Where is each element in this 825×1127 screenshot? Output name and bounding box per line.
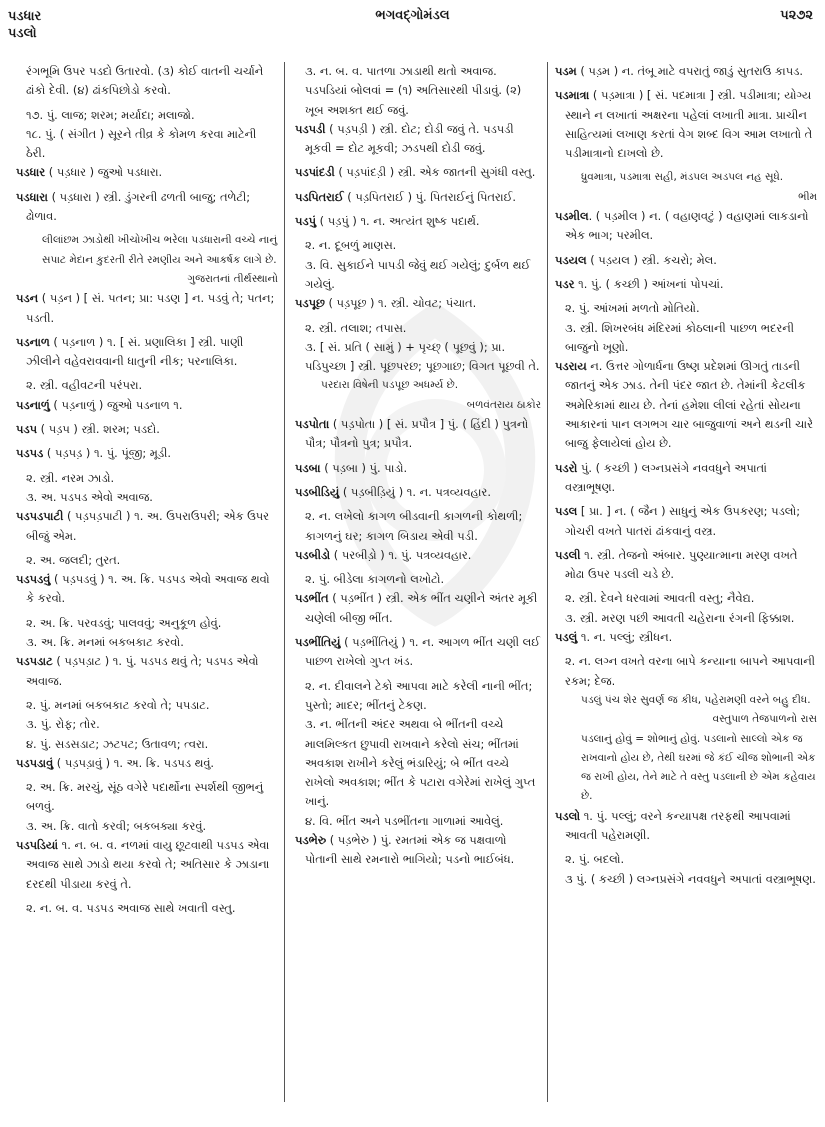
entry-definition: ( પડ઼બા ) પું. પાડો. [320, 460, 408, 475]
quotation-source: બળવંતરાય ઠાકોર [466, 398, 541, 411]
entry-definition: ( પડ઼ભેરુ ) પું. રમતમાં એક જ પક્ષવાળો પોતાની સાથે રમનારો ભાગિયો; પડનો ભાઈબંધ. [305, 832, 515, 867]
entry-headword: પડપ [16, 422, 38, 437]
entry-headword: પડલી [555, 547, 581, 562]
sense-definition: ૩. ન. બ. વ. પાતળા ઝાડાથી થતો અવાજ. પડપડિયાં બોલવાં = (૧) અતિસારથી પીડાવું. (૨) ખૂબ અશક્ત થઈ જવું. [305, 64, 522, 117]
entry-definition: ( પડ઼ભીંતિયું ) ૧. ન. આગળ ભીંત ચણી લઈ પાછળ રાખેલો ગુપ્ત ખંડ. [305, 635, 541, 669]
column-divider [547, 62, 548, 1102]
dictionary-entry [16, 652, 278, 691]
sense-definition: ૨. અ. ક્રિ. પરવડવું; પાલવવું; અનુકૂળ હોવું. [26, 615, 222, 630]
entry-headword: પડબીડિયું [295, 484, 340, 499]
dictionary-entry [555, 62, 817, 81]
dictionary-entry [295, 212, 541, 231]
dictionary-column-1 [16, 62, 278, 918]
sense-definition: ૨. પું. બીડેલા કાગળનો લખોટો. [305, 572, 445, 587]
sense-definition: ૨. ન. બ. વ. પડપડ અવાજ સાથે ખવાતી વસ્તુ. [26, 900, 236, 915]
entry-definition: ન. ઉત્તર ગોળાર્ધના ઉષ્ણ પ્રદેશમાં ઊગતું તાડની જાતનું એક ઝાડ. તેની પંદર જાત છે. તેમાંની કેટલીક અમેરિકામાં થાય છે. તેનાં હમેશા લીલાં રહેતાં સોયના આકારનાં પાન લગભગ ચાર બાજુવાળાં અને થડની ચારે બાજુ ફેલાયેલાં હોય છે. [565, 359, 813, 451]
entry-definition: ( પડ઼યલ ) સ્ત્રી. કચરો; મેલ. [586, 252, 717, 267]
entry-definition: ( પડ઼પોતા ) [ સં. પ્રપૌત્ર ] પું. ( હિંદી ) પુત્રનો પૌત્ર; પૌત્રનો પુત્ર; પ્રપૌત્ર. [305, 417, 529, 451]
entry-definition: ( પરબીડ઼ો ) ૧. પું. પત્રવ્યવહાર. [330, 547, 472, 562]
entry-definition: ૧. ન. બ. વ. નળમાં વાયુ છૂટવાથી પડપડ એવા અવાજ સાથે ઝાડો થયા કરવો તે; અતિસાર કે ઝાડાના દરદથી પીડાયા કરવું તે. [26, 837, 270, 891]
dictionary-column-2 [295, 62, 541, 875]
sense-definition: ૨. પું. મનમાં બકબકાટ કરવો તે; પપડાટ. [26, 697, 210, 712]
quotation-source: ગુજરાતનાં તીર્થસ્થાનો [187, 272, 278, 285]
dictionary-entry [295, 831, 541, 870]
sense-definition: ૨. સ્ત્રી. તલાશ; તપાસ. [305, 320, 407, 335]
entry-definition: ( પડ઼ન ) [ સં. પતન; પ્રા: પડણ ] ન. પડવું તે; પતન; પડતી. [26, 291, 275, 325]
dictionary-entry [295, 120, 541, 159]
sense-definition: ૨. ન. દૂબળું માણસ. [305, 238, 397, 253]
entry-headword: પડભીંત [295, 591, 329, 606]
sense-definition: ૩. સ્ત્રી. મરણ પછી આવતી ચહેરાના રંગની ફિક્કાશ. [565, 610, 795, 625]
entry-definition: ૧. પું. પલ્લું; વરને કન્યાપક્ષ તરફથી આપવામાં આવતી પહેરામણી. [565, 808, 791, 842]
entry-headword: પડપોતા [295, 417, 330, 432]
quotation-source: વસ્તુપાળ તેજપાળનો રાસ [712, 713, 817, 726]
entry-continuation: રંગભૂમિ ઉપર પડદો ઉતારવો. (૩) કોઈ વાતની ચર્ચાને ઢાંકો દેવી. (૪) ઢાંકપિછોડો કરવો. [26, 64, 264, 98]
dictionary-entry [16, 507, 278, 546]
entry-definition: ( પડ઼પડવું ) ૧. અ. ક્રિ. પડપડ એવો અવાજ થવો કે કરવો. [26, 572, 270, 606]
entry-definition: ( પડ઼ધાર ) જુઓ પડધારા. [45, 165, 163, 180]
dictionary-entry [16, 754, 278, 773]
entry-definition: ( પડ઼બીડ઼િયું ) ૧. ન. પત્રવ્યવહાર. [339, 484, 491, 499]
sense-definition: ૩. અ. ક્રિ. મનમાં બકબકાટ કરવો. [26, 635, 184, 650]
dictionary-entry [16, 333, 278, 372]
dictionary-entry [16, 188, 278, 227]
sense-definition: ૨. અ. ક્રિ. મરચું, સૂંઠ વગેરે પદાર્થોના સ્પર્શથી જીભનું બળવું. [26, 780, 264, 814]
entry-headword: પડપિતરાઈ [295, 189, 344, 204]
sense-definition: ૩. અ. ક્રિ. વાતો કરવી; બકબક્યા કરવું. [26, 818, 207, 833]
entry-definition: ( પડ઼પૂછ ) ૧. સ્ત્રી. ચોવટ; પંચાત. [324, 296, 477, 311]
sense-definition: ૪. વિ. ભીંત અને પડભીંતના ગાળામાં આવેલું. [305, 813, 504, 828]
sense-definition: ૧૭. પું. લાજ; શરમ; મર્યાદા; મલાજો. [26, 107, 195, 122]
dictionary-column-3 [555, 62, 817, 889]
entry-headword: પડપડાવું [16, 755, 54, 770]
entry-headword: પડપડાટ [16, 654, 53, 669]
entry-headword: પડરાય [555, 359, 587, 374]
dictionary-entry [16, 420, 278, 439]
dictionary-entry [295, 483, 541, 502]
entry-headword: પડપડી [295, 121, 326, 136]
dictionary-entry [555, 459, 817, 498]
sense-definition: ૨. ન. દીવાલને ટેકો આપવા માટે કરેલી નાની ભીંત; પુસ્તો; માદર; ભીંતનું ટેકણ. [305, 678, 533, 712]
sense-definition: ૨. ન. લખેલો કાગળ બીડવાની કાગળની કોથળી; કાગળનું ઘર; કાગળ બિડાય એવી પડી. [305, 509, 523, 543]
dictionary-entry [295, 163, 541, 182]
entry-definition: ( પડ઼ધારા ) સ્ત્રી. ડુંગરની ઢળતી બાજુ; તળેટી; ઢોળાવ. [26, 189, 251, 224]
sense-definition: ૨. અ. જલદી; તુરત. [26, 552, 121, 567]
entry-definition: ( પડ઼ભીંત ) સ્ત્રી. એક ભીંત ચણીને અંતર મૂકી ચણેલી બીજી ભીંત. [305, 591, 538, 625]
sense-definition: ૩. સ્ત્રી. શિખરબંધ મંદિરમાં કોઠલાની પાછળ ભદરની બાજુનો ખૂણો. [565, 320, 794, 354]
dictionary-entry [16, 444, 278, 463]
entry-definition: ( પડ઼નાળું ) જુઓ પડનાળ ૧. [49, 397, 183, 412]
entry-definition: [ પ્રા. ] ન. ( જૈન ) સાધુનું એક ઉપકરણ; પડલો; ગોચરી વખતે પાતરાં ઢાંકવાનું વસ્ત્ર. [565, 504, 801, 538]
sense-definition: ૨. સ્ત્રી. નરમ ઝાડો. [26, 470, 115, 485]
sense-definition: ૩. વિ. સુકાઈને પાપડી જેવું થઈ ગયેલું; દુર્બળ થઈ ગયેલું. [305, 257, 531, 291]
entry-headword: પડલું [555, 630, 578, 645]
sense-definition: ૩. અ. પડપડ એવો અવાજ. [26, 489, 153, 504]
sense-definition: ૨. પું. બદલો. [565, 852, 625, 867]
dictionary-entry [555, 207, 817, 246]
entry-headword: પડભીંતિયું [295, 635, 341, 650]
entry-headword: પડધારા [16, 189, 48, 204]
page-number: પ૨૭૨ [780, 8, 813, 23]
entry-headword: પડમીલ [555, 209, 589, 224]
dictionary-entry [295, 459, 541, 478]
entry-headword: પડલ [555, 504, 578, 519]
entry-headword: પડધાર [16, 165, 46, 180]
entry-definition: ( પડ઼પાંદડ઼ી ) સ્ત્રી. એક જાતની સુગંધી વસ્તુ. [334, 165, 536, 180]
entry-definition: ( પડ઼પિતરાઈ ) પું. પિતરાઈનું પિતરાઈ. [343, 189, 516, 204]
entry-headword: પડનાળું [16, 397, 50, 412]
entry-headword: પડર [555, 276, 575, 291]
sense-definition: ૩ પું. ( કચ્છી ) લગ્નપ્રસંગે નવવધુને અપાતાં વસ્ત્રાભૂષણ. [565, 871, 816, 886]
entry-headword: પડબીડો [295, 547, 331, 562]
quotation-source: ભીમ [798, 190, 817, 203]
sense-definition: ૪. પું. સડસડાટ; ઝટપટ; ઉતાવળ; ત્વરા. [26, 736, 209, 751]
entry-definition: ( પડ઼નાળ ) ૧. [ સં. પ્રણાલિકા ] સ્ત્રી. પાણી ઝીલીને વહેવરાવવાની ધાતુની નીક; પરનાલિકા. [26, 334, 244, 369]
entry-headword: પડપડપાટી [16, 509, 64, 524]
entry-definition: ( પડ઼પડ઼ાવું ) ૧. અ. ક્રિ. પડપડ થવું. [53, 755, 215, 770]
dictionary-entry [16, 289, 278, 328]
dictionary-entry [16, 163, 278, 182]
dictionary-entry [16, 836, 278, 894]
usage-note: પડલાનું હોવું = શોભાનું હોવું. પડલાનો સાલ્લો એક જ રાખવાનો હોય છે, તેથી ઘરમાં જે કંઈ ચીજ શોભાની એક જ રાખી હોય, તેને માટે તે વસ્તુ પડલાની છે એમ કહેવાય છે. [581, 732, 816, 803]
sense-definition: ૩. પું. રોફ; તોર. [26, 717, 100, 732]
dictionary-entry [555, 357, 817, 453]
entry-headword: પડપડિયાં [16, 837, 58, 852]
entry-headword: પડમ [555, 64, 577, 78]
entry-definition: ( પડ઼માત્રા ) [ સં. પદમાત્રા ] સ્ત્રી. પડીમાત્રા; યોગ્ય સ્થાને ન લખાતાં અક્ષરના પહેલાં લખાતી માત્રા. પ્રાચીન સાહિત્યમાં લખાણ કરતાં વેગ શબ્દ વિગ આમ લખાતો તે પડીમાત્રાનો દાખલો છે. [565, 88, 813, 161]
dictionary-entry [555, 86, 817, 163]
guide-word-first: પડધાર [8, 9, 42, 24]
book-title: ભગવદ્ગોમંડલ [375, 8, 450, 23]
column-divider [284, 62, 285, 1102]
entry-headword: પડપાંદડી [295, 165, 335, 180]
entry-headword: પડયલ [555, 252, 587, 267]
dictionary-entry [295, 589, 541, 628]
dictionary-entry [295, 415, 541, 454]
sense-definition: ૨. સ્ત્રી. દેવને ધરવામાં આવતી વસ્તુ; નૈવેદ્ય. [565, 591, 755, 606]
sense-definition: ૨. પું. આંખમાં મળતો મોતિયો. [565, 301, 700, 316]
entry-definition: ( પડ઼પડ઼ી ) સ્ત્રી. દોટ; દોડી જવું તે. પડપડી મૂકવી = દોટ મૂકવી; ઝડપથી દોડી જવું. [305, 121, 514, 156]
dictionary-entry [555, 275, 817, 294]
entry-definition: પું. ( કચ્છી ) લગ્નપ્રસંગે નવવધુને અપાતાં વસ્ત્રાભૂષણ. [565, 460, 767, 494]
dictionary-entry [555, 628, 817, 647]
entry-headword: પડલો [555, 808, 581, 823]
entry-definition: ( પડ઼મ ) ન. તંબૂ માટે વપરાતું જાડું સુતરાઉ કાપડ. [576, 64, 803, 78]
entry-definition: ( પડ઼પડ઼પાટી ) ૧. અ. ઉપરાઉપરી; એક ઉપર બીજું એમ. [26, 509, 270, 543]
usage-quotation: લીલાંછમ ઝાડોથી ખીચોખીચ ભરેલા પડધારાની વચ્ચે નાનું સપાટ મેદાન કુદરતી રીતે રમણીય અને આકર્ષક લાગે છે. [42, 234, 278, 266]
dictionary-entry [295, 633, 541, 672]
dictionary-entry [555, 546, 817, 585]
entry-definition: ( પડ઼પ ) સ્ત્રી. શરમ; પડદો. [37, 422, 160, 437]
entry-definition: . ( પડ઼મીલ ) ન. ( વહાણવટું ) વહાણમાં લાકડાનો એક ભાગ; પરમીલ. [565, 209, 809, 243]
entry-headword: પડપડવું [16, 572, 51, 587]
usage-quotation: પરદારા વિષેની પડપૂછ અધર્મ્ય છે. [321, 379, 459, 392]
entry-headword: પડબા [295, 460, 321, 475]
entry-headword: પડભેરુ [295, 832, 327, 847]
entry-headword: પડપડ [16, 446, 44, 461]
entry-headword: પડરો [555, 460, 578, 475]
usage-quotation: ધ્રુવમાત્રા, પડમાત્રા સહી, મંડપલ અડપલ નહ સૂધે. [581, 171, 784, 184]
sense-definition: ૧૮. પું. ( સંગીત ) સૂરને તીવ્ર કે કોમળ કરવા માટેની ઠેરી. [26, 126, 257, 161]
dictionary-entry [295, 294, 541, 313]
entry-headword: પડનાળ [16, 334, 50, 349]
entry-headword: પડન [16, 291, 39, 306]
entry-definition: ૧. ન. પલ્લું; સ્ત્રીધન. [577, 630, 673, 645]
dictionary-entry [555, 251, 817, 270]
entry-definition: ( પડ઼પડ઼ ) ૧. પું. પૂંજી; મૂડી. [43, 446, 171, 461]
dictionary-entry [555, 502, 817, 541]
entry-definition: ૧. પું. ( કચ્છી ) આંખનાં પોપચાં. [574, 276, 724, 291]
usage-quotation: પડલું પંચ શેર સુવર્ણ જ કીધ, પહેરામણી વરને બહુ દીધ. [581, 693, 811, 706]
entry-definition: ( પડ઼પડ઼ાટ ) ૧. પું. પડપડ થવું તે; પડપડ એવો અવાજ. [26, 654, 259, 688]
entry-headword: પડપૂછ [295, 296, 325, 311]
sense-definition: ૨. ન. લગ્ન વખતે વરના બાપે કન્યાના બાપને આપવાની રકમ; દેજ. [565, 654, 816, 688]
guide-word-last: પડલો [8, 26, 37, 41]
dictionary-entry [16, 570, 278, 609]
dictionary-entry [555, 807, 817, 846]
sense-definition: ૨. સ્ત્રી. વહીવટની પરંપરા. [26, 378, 143, 393]
dictionary-entry [16, 396, 278, 415]
sense-definition: ૩. [ સં. પ્રતિ ( સામું ) + પૃચ્છ્ ( પૂછવું ); પ્રા. પડિપુચ્છા ] સ્ત્રી. પૂછપરછ; પૂછગાછ; વિગત પૂછવી તે. [305, 339, 540, 374]
dictionary-entry [295, 546, 541, 565]
sense-definition: ૩. ન. ભીંતની અંદર અથવા બે ભીંતની વચ્ચે માલમિલ્કત છુપાવી રાખવાને કરેલો સંચ; ભીંતમાં અવકાશ રાખીને કરેલું ભંડારિયું; બે ભીંત વચ્ચે રાખેલો અવકાશ; ભીંત કે પટારા વગેરેમાં રાખેલું ગુપ્ત ખાનું. [305, 717, 536, 809]
entry-definition: ૧. સ્ત્રી. તેજનો અંબાર. પુણ્યાત્માના મરણ વખતે મોઢા ઉપર પડલી ચડે છે. [565, 547, 798, 582]
entry-headword: પડમાત્રા [555, 88, 590, 103]
dictionary-entry [295, 188, 541, 207]
entry-headword: પડપું [295, 214, 317, 229]
entry-definition: ( પડ઼પું ) ૧. ન. અત્યંત શુષ્ક પદાર્થ. [316, 214, 480, 229]
